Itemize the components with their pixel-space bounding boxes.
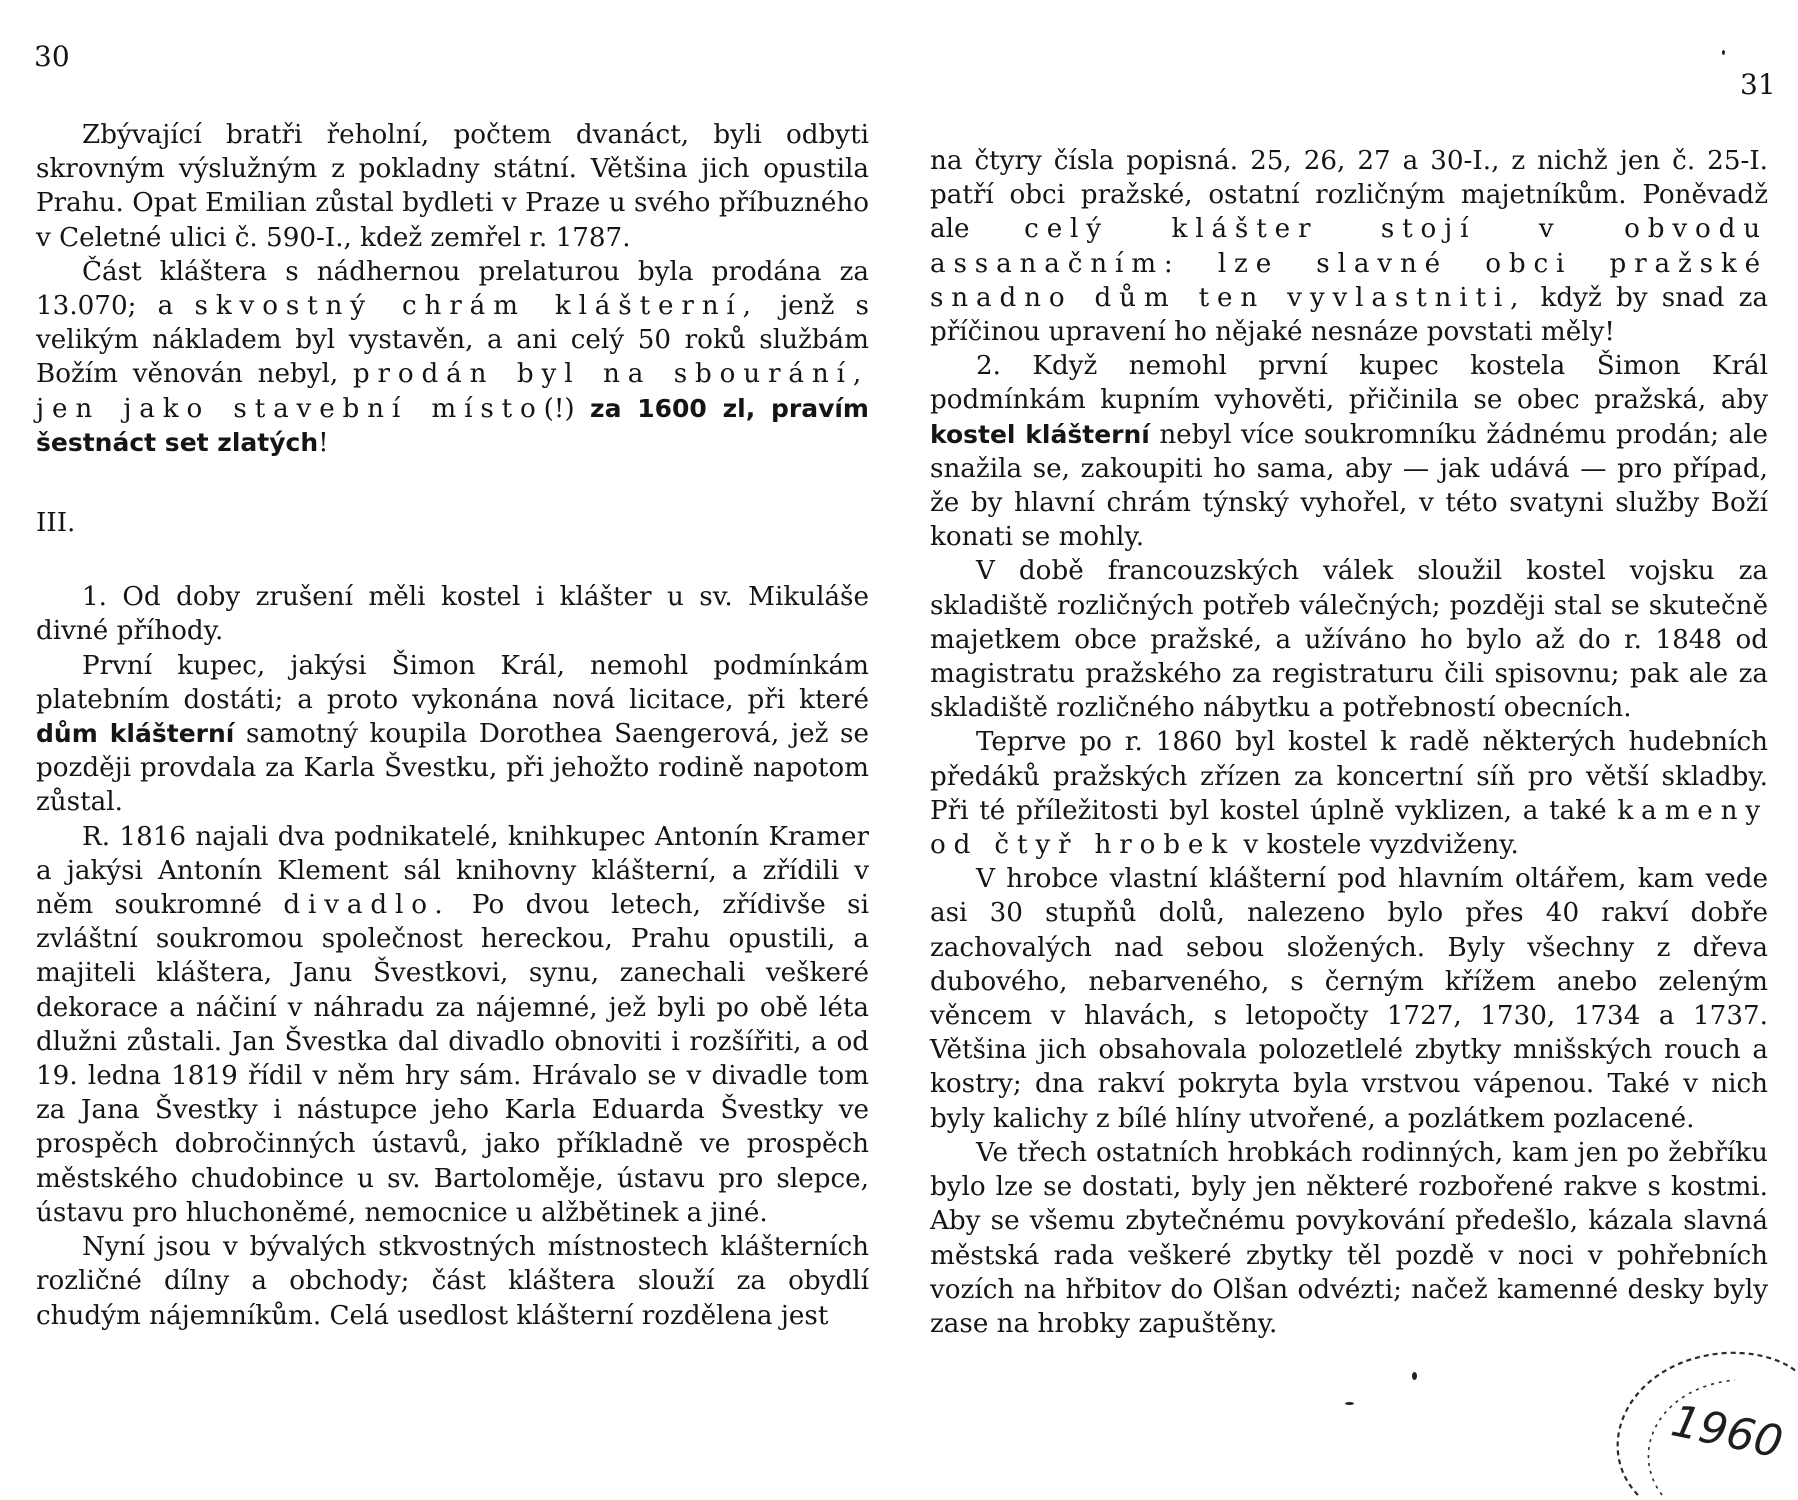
- paragraph: [930, 349, 1768, 554]
- text-run: R. 1816 najali dva podnikatelé, knihkupec Antonín Kramer a jakýsi Antonín Klement sál knihovny klášterní, a zřídili v něm soukromné: [36, 821, 869, 921]
- spaced-emphasis: prodán byl na sbourání, jen jako stavební místo: [36, 359, 870, 424]
- spaced-emphasis: celý klášter stojí v obvodu assanačním: lze slavné obci pražské snadno dům ten vyvlastniti,: [930, 214, 1768, 313]
- paragraph: [36, 649, 869, 820]
- text-run: !: [318, 427, 329, 458]
- text-run: když by snad za příčinou upravení ho nějaké nesnáze povstati měly!: [930, 282, 1768, 348]
- text-run: jenž s velikým nákladem byl vystavěn, a ani celý 50 roků službám Božím věnován nebyl,: [36, 291, 869, 390]
- ink-speck: [1345, 1402, 1354, 1405]
- bold-emphasis: dům klášterní: [36, 719, 235, 749]
- text-run: Teprve po r. 1860 byl kostel k radě některých hudebních předáků pražských zřízen za koncertní síň pro větší skladby. Při té příležitosti byl kostel úplně vyklizen, a také: [930, 727, 1768, 826]
- paragraph: Ve třech ostatních hrobkách rodinných, kam jen po žebříku bylo lze se dostati, byly jen některé rozbořené rakve s kostmi. Aby se všemu zbytečnému povykování předešlo, kázala slavná městská rada veškeré zbytky těl pozdě v noci v pohřebních vozích na hřbitov do Olšan odvézti; načež kamenné desky byly zase na hrobky zapuštěny.: [930, 1137, 1768, 1339]
- bold-emphasis: za 1600 zl, pravím šestnáct set zlatých: [36, 393, 869, 457]
- paragraph: [930, 725, 1768, 862]
- paragraph: Nyní jsou v bývalých stkvostných místnostech klášterních rozličné dílny a obchody; část kláštera slouží za obydlí chudým nájemníkům. Celá usedlost klášterní rozdělena jest: [36, 1232, 869, 1331]
- text-run: Po dvou letech, zřídivše si zvláštní soukromou společnost hereckou, Prahu opustili, a majiteli kláštera, Janu Švestkovi, synu, zanechali veškeré dekorace a náčiní v náhradu za nájemné, jež byli po obě léta dlužni zůstali. Jan Švestka dal divadlo obnoviti i rozšířiti, a od 19. ledna 1819 řídil v něm hry sám. Hrávalo se v divadle tom za Jana Švestky i nástupce jeho Karla Eduarda Švestky ve prospěch dobročinných ústavů, jako příkladně ve prospěch městského chudobince u sv. Bartoloměje, ústavu pro slepce, ústavu pro hluchoněmé, nemocnice u alžbětinek a jiné.: [36, 890, 869, 1228]
- section-heading: III.: [36, 508, 76, 539]
- ink-speck: [1722, 50, 1725, 55]
- right-page-text: [930, 144, 1768, 1341]
- paragraph: V době francouzských válek sloužil kostel vojsku za skladiště rozličných potřeb válečných; později stal se skutečně majetkem obce pražské, a užíváno ho bylo až do r. 1848 od magistratu pražského za registraturu čili spisovnu; pak ale za skladiště rozličného nábytku a potřebností obecních.: [930, 556, 1768, 724]
- paragraph: Zbývající bratři řeholní, počtem dvanáct, byli odbyti skrovným výslužným z pokladny státní. Většina jich opustila Prahu. Opat Emilian zůstal bydleti v Praze u svého příbuzného v Celetné ulici č. 590-I., kdež zemřel r. 1787.: [36, 120, 869, 253]
- bold-emphasis: kostel klášterní: [930, 419, 1150, 449]
- library-stamp: [1550, 1325, 1798, 1500]
- stamp-date: 1960: [1666, 1395, 1788, 1469]
- spaced-emphasis: divadlo.: [283, 890, 451, 921]
- page-number-right: 31: [1740, 68, 1776, 101]
- text-run: (!): [543, 393, 575, 424]
- text-run: nebyl více soukromníku žádnému prodán; ale snažila se, zakoupiti ho sama, aby — jak udává — pro případ, že by hlavní chrám týnský vyhořel, v této svatyni služby Boží konati se mohly.: [930, 419, 1768, 553]
- paragraph: V hrobce vlastní klášterní pod hlavním oltářem, kam vede asi 30 stupňů dolů, nalezeno bylo přes 40 rakví dobře zachovalých nad sebou složených. Byly všechny z dřeva dubového, nebarveného, s černým křížem anebo zeleným věncem v hlavách, s letopočty 1727, 1730, 1734 a 1737. Většina jich obsahovala polozetlelé zbytky mnišských rouch a kostry; dna rakví pokryta byla vrstvou vápenou. Také v nich byly kalichy z bílé hlíny utvořené, a pozlátkem pozlacené.: [930, 864, 1768, 1134]
- text-run: První kupec, jakýsi Šimon Král, nemohl podmínkám platebním dostáti; a proto vykonána nová licitace, při které: [36, 650, 869, 715]
- text-run: v kostele vyzdviženy.: [1243, 830, 1519, 861]
- text-run: 2. Když nemohl první kupec kostela Šimon Král podmínkám kupním vyhověti, přičinila se obec pražská, aby: [930, 351, 1768, 416]
- spaced-emphasis: skvostný chrám klášterní,: [194, 291, 759, 322]
- paragraph: [36, 255, 869, 460]
- left-page-text: [36, 118, 869, 1333]
- paragraph: 1. Od doby zrušení měli kostel i klášter u sv. Mikuláše divné příhody.: [36, 582, 869, 647]
- text-run: samotný koupila Dorothea Saengerová, jež se později provdala za Karla Švestku, při jehožto rodině napotom zůstal.: [36, 719, 869, 818]
- spaced-emphasis: kameny od čtyř hrobek: [930, 795, 1769, 861]
- ink-speck: [1412, 1372, 1417, 1380]
- page-number-left: 30: [34, 40, 70, 73]
- paragraph: [36, 820, 869, 1230]
- paragraph: [930, 144, 1768, 349]
- text-run: Část kláštera s nádhernou prelaturou byla prodána za 13.070; a: [36, 256, 869, 322]
- text-run: na čtyry čísla popisná. 25, 26, 27 a 30-I., z nichž jen č. 25-I. patří obci pražské, ostatní rozličným majetníkům. Poněvadž ale: [930, 146, 1768, 245]
